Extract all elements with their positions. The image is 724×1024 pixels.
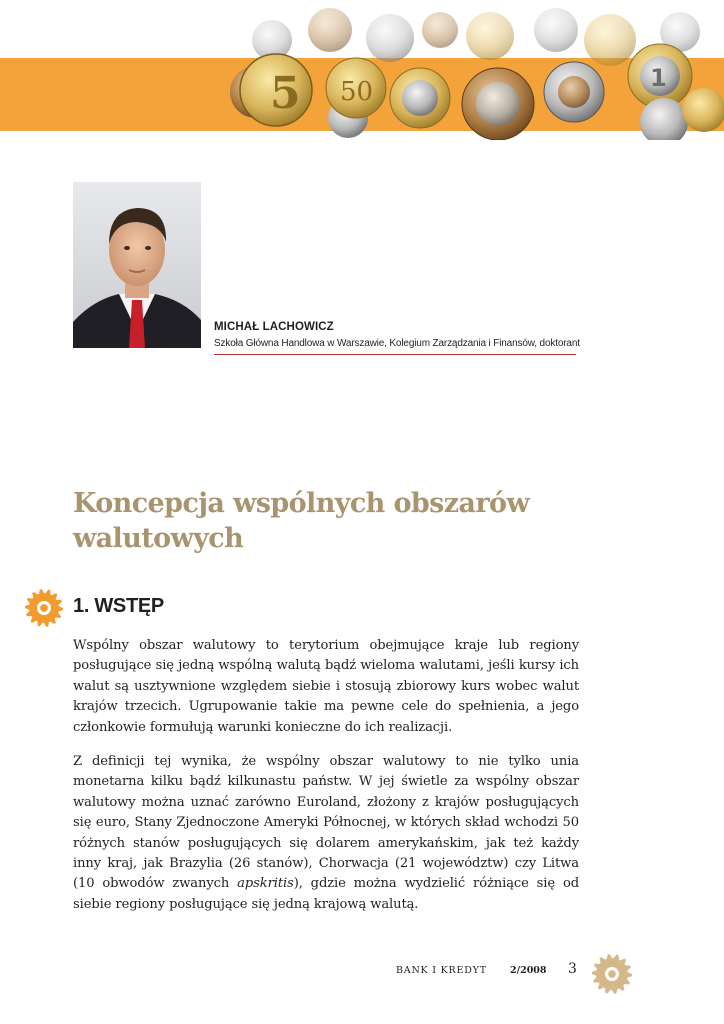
coin-banner [0, 0, 724, 140]
article-title [73, 486, 593, 556]
svg-text:5: 5 [270, 68, 301, 119]
paragraph-2-text: Z definicji tej wynika, że wspólny obszar walutowy to nie tylko unia monetarna kilku bądź kilkunastu państw. W jej świetle za wspólny obszar walutowy można uznać zarówno Euroland, złożony z krajów posługujących się euro, Stany Zjednoczone Ameryki Północnej, w których skład wchodzi 50 różnych stanów posługujących się dolarem amerykańskim, jak też każdy inny kraj, jak Brazylia (26 stanów), Chorwacja (21 województw) czy Litwa (10 obwodów zwanych [73, 754, 579, 892]
section-heading: 1. WSTĘP [73, 595, 164, 617]
title-line-1: Koncepcja wspólnych obszarów [73, 488, 530, 519]
title-line-2: walutowych [73, 523, 244, 554]
paragraph-1: Wspólny obszar walutowy to terytorium obejmujące kraje lub regiony posługujące się jedną wspólną walutą bądź wieloma walutami, jeśli kursy ich walut są usztywnione względem siebie i stosują zbiorowy kurs wobec walut krajów trzecich. Ugrupowanie takie ma pewne cele do spełnienia, a jego członkowie formułują warunki konieczne do ich realizacji. [73, 638, 579, 735]
author-affiliation: Szkoła Główna Handlowa w Warszawie, Kolegium Zarządzania i Finansów, doktorant [214, 338, 580, 349]
svg-text:1: 1 [650, 64, 667, 92]
coins-illustration [0, 0, 724, 140]
paragraph-2 [73, 752, 579, 915]
gear-icon [24, 588, 64, 632]
footer-journal-name: BANK I KREDYT [396, 965, 487, 976]
footer-issue: 2/2008 [510, 965, 547, 976]
author-divider [214, 354, 576, 355]
author-portrait [73, 182, 201, 348]
footer-gear-icon [591, 953, 633, 999]
paragraph-2-text-end: ), gdzie można wydzielić różniące się od siebie regiony posługujące się jedną krajową walutą. [73, 876, 580, 912]
author-photo [73, 182, 201, 348]
author-name: MICHAŁ LACHOWICZ [214, 321, 334, 333]
page-number: 3 [568, 961, 577, 977]
svg-text:50: 50 [340, 77, 374, 107]
paragraph-2-italic: apskritis [237, 876, 294, 892]
